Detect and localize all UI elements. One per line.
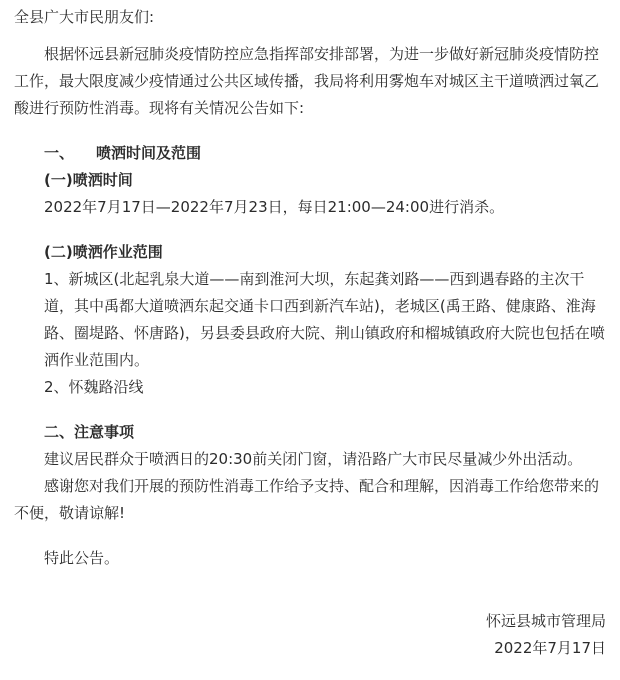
- section1-sub2-item1: 1、新城区(北起乳泉大道——南到淮河大坝，东起龚刘路——西到遇春路的主次干道，其中禹都大道喷洒东起交通卡口西到新汽车站)，老城区(禹王路、健康路、淮海路、圈堤路、怀唐路)，另县委县政府大院、荆山镇政府和榴城镇政府大院也包括在喷洒作业范围内。: [44, 270, 605, 369]
- greeting: 全县广大市民朋友们:: [14, 8, 155, 26]
- section1-sub1-title: (一)喷洒时间: [44, 171, 133, 189]
- closing-line: 特此公告。: [44, 549, 120, 567]
- section1-sub1-text: 2022年7月17日—2022年7月23日，每日21:00—24:00进行消杀。: [44, 198, 505, 216]
- section1-heading: [14, 140, 606, 167]
- intro-paragraph: 根据怀远县新冠肺炎疫情防控应急指挥部安排部署，为进一步做好新冠肺炎疫情防控工作，最大限度减少疫情通过公共区域传播，我局将利用雾炮车对城区主干道喷洒过氧乙酸进行预防性消毒。现将有关情况公告如下:: [14, 45, 600, 117]
- section1-number: 一、: [44, 144, 75, 162]
- section2-heading: 二、注意事项: [44, 423, 135, 441]
- signature-date: 2022年7月17日: [494, 639, 606, 657]
- section1-sub2-item2: 2、怀魏路沿线: [44, 378, 144, 396]
- section2-para2: 感谢您对我们开展的预防性消毒工作给予支持、配合和理解，因消毒工作给您带来的不便，敬请谅解!: [14, 477, 600, 522]
- signature-block: [486, 608, 606, 662]
- signature-org: 怀远县城市管理局: [485, 612, 606, 630]
- section2-para1: 建议居民群众于喷洒日的20:30前关闭门窗，请沿路广大市民尽量减少外出活动。: [44, 450, 583, 468]
- section1-sub2-title: (二)喷洒作业范围: [44, 243, 163, 261]
- section1-title: 喷洒时间及范围: [96, 144, 202, 162]
